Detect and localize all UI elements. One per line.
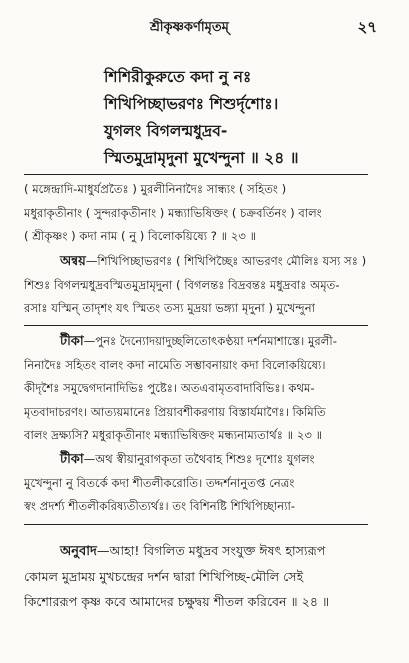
tika-text: —অথ স্বীয়ানুরাগকৃতা তথৈবাহ শিশুঃ দৃশোঃ যুগলং [83, 452, 315, 466]
commentary-line: ( শ্রীকৃষ্ণং ) কদা নাম ( নু ) বিলোকয়িষ্যে ? ॥ ২৩ ॥ [24, 229, 257, 243]
tika-line [24, 330, 396, 354]
divider [24, 524, 368, 525]
tika-line: স্বং প্রদর্শ্য শীতলীকরিষ্যতীত্যর্থঃ। তং বিশিনষ্টি শিখিপিচ্ছান্যা- [24, 499, 296, 513]
divider [24, 325, 368, 326]
sanskrit-verse [104, 64, 404, 172]
tika-line: মৃতবাদাচরণং। আত্যয়মানেঃ প্রিয়াবশীকরণায় বিস্তার্যমাণৈঃ। কিমিতি [24, 404, 326, 419]
anubad-line [24, 538, 396, 564]
verse-line: শিশিরীকুরুতে কদা নু নঃ [104, 68, 252, 86]
anubad-text: —আহা! বিগলিত মধুদ্রব সংযুক্ত ঈষৎ হাস্যরূপ [96, 543, 326, 558]
page-number: ২৭ [357, 18, 377, 36]
divider [24, 174, 368, 175]
tika-line: মুখেন্দুনা নু বিতর্কে কদা শীতলীকরোতি। তদ্দর্শনানুতপ্ত নেত্রং [24, 475, 295, 490]
commentary-line: মধুরাকৃতীনাং ( সুন্দরাকৃতীনাং ) মন্ধ্যাভিষিক্তং ( চক্রবর্তিনং ) বালং [24, 205, 322, 220]
verse-line: যুগলং বিগলন্মধুদ্রব- [104, 122, 228, 140]
verse-line: স্মিতমুদ্রামৃদুনা মুখেন্দুনা ॥ ২৪ ॥ [104, 149, 299, 167]
running-title: শ্রীকৃষ্ণকর্ণামৃতম্ [150, 20, 229, 35]
anubad-line: কিশোররূপ কৃষ্ণ কবে আমাদের চক্ষুদ্বয় শীতল করিবেন ॥ ২৪ ॥ [24, 594, 330, 609]
tika-line: কীদৃশৈঃ সমুদ্বেগদানাদিভিঃ পুষ্টেঃ। অতএবামৃতবাদাবিভিঃ। কথম- [24, 381, 315, 395]
anvaya-label: অন্বয় [60, 254, 86, 269]
page-header [0, 16, 409, 40]
tika-label: টীকা [60, 334, 84, 349]
tika-line: নিনাদৈঃ সহিতং বালং কদা নামেতি সম্ভাবনায়াং কদা বিলোকয়িষ্যে। [24, 357, 326, 372]
tika-text: —পুনঃ দৈন্যোদয়াদুচ্ছলিতোৎকণ্ঠয়া দর্শনমাশাস্তে। মুরলী- [83, 334, 337, 348]
commentary-line: ( মঙ্গেন্দ্রাদি-মাধুর্যপ্রতৈঃ ) মুরলীনিনাদৈঃ সান্ধ্যং ( সহিতং ) [24, 182, 287, 196]
tika-line: বালং দ্রক্ষ্যসি? মধুরাকৃতীনাং মন্ধ্যাভিষিক্তং মন্ধ্যনাম্যতার্থঃ ॥ ২৩ ॥ [24, 428, 323, 442]
tika-section-1 [24, 330, 396, 448]
anvaya-line [24, 250, 396, 274]
tika-line [24, 448, 396, 472]
anvaya-section [24, 250, 396, 321]
tika-section-2 [24, 448, 396, 519]
tika-label: টীকা [60, 452, 84, 467]
anubad-label: অনুবাদ [60, 544, 97, 559]
anubad-line: কোমল মুদ্রাময় মুখচন্দ্রের দর্শন দ্বারা শিখিপিচ্ছ-মৌলি সেই [24, 569, 304, 584]
verse-line: শিখিপিচ্ছাভরণঃ শিশুর্দৃশোঃ। [104, 95, 279, 113]
anvaya-line: রসাঃ যস্মিন্ তাদৃশং যৎ স্মিতং তস্য মুদ্রয়া ভঙ্গ্যা মৃদুনা ) মুখেন্দুনা [24, 301, 315, 315]
anvaya-text: —শিখিপিচ্ছাভরণঃ ( শিখিপিচ্ছৈঃ আভরণং মৌলিঃ যস্য সঃ ) [85, 254, 367, 268]
previous-commentary [24, 178, 396, 249]
anubad-section [24, 538, 396, 614]
anvaya-line: শিশুঃ বিগলন্মধুদ্রবস্মিতমুদ্রামৃদুনা ( বিগলন্তঃ বিদ্রবন্তঃ মধুদ্রবাঃ অমৃত- [24, 277, 340, 292]
